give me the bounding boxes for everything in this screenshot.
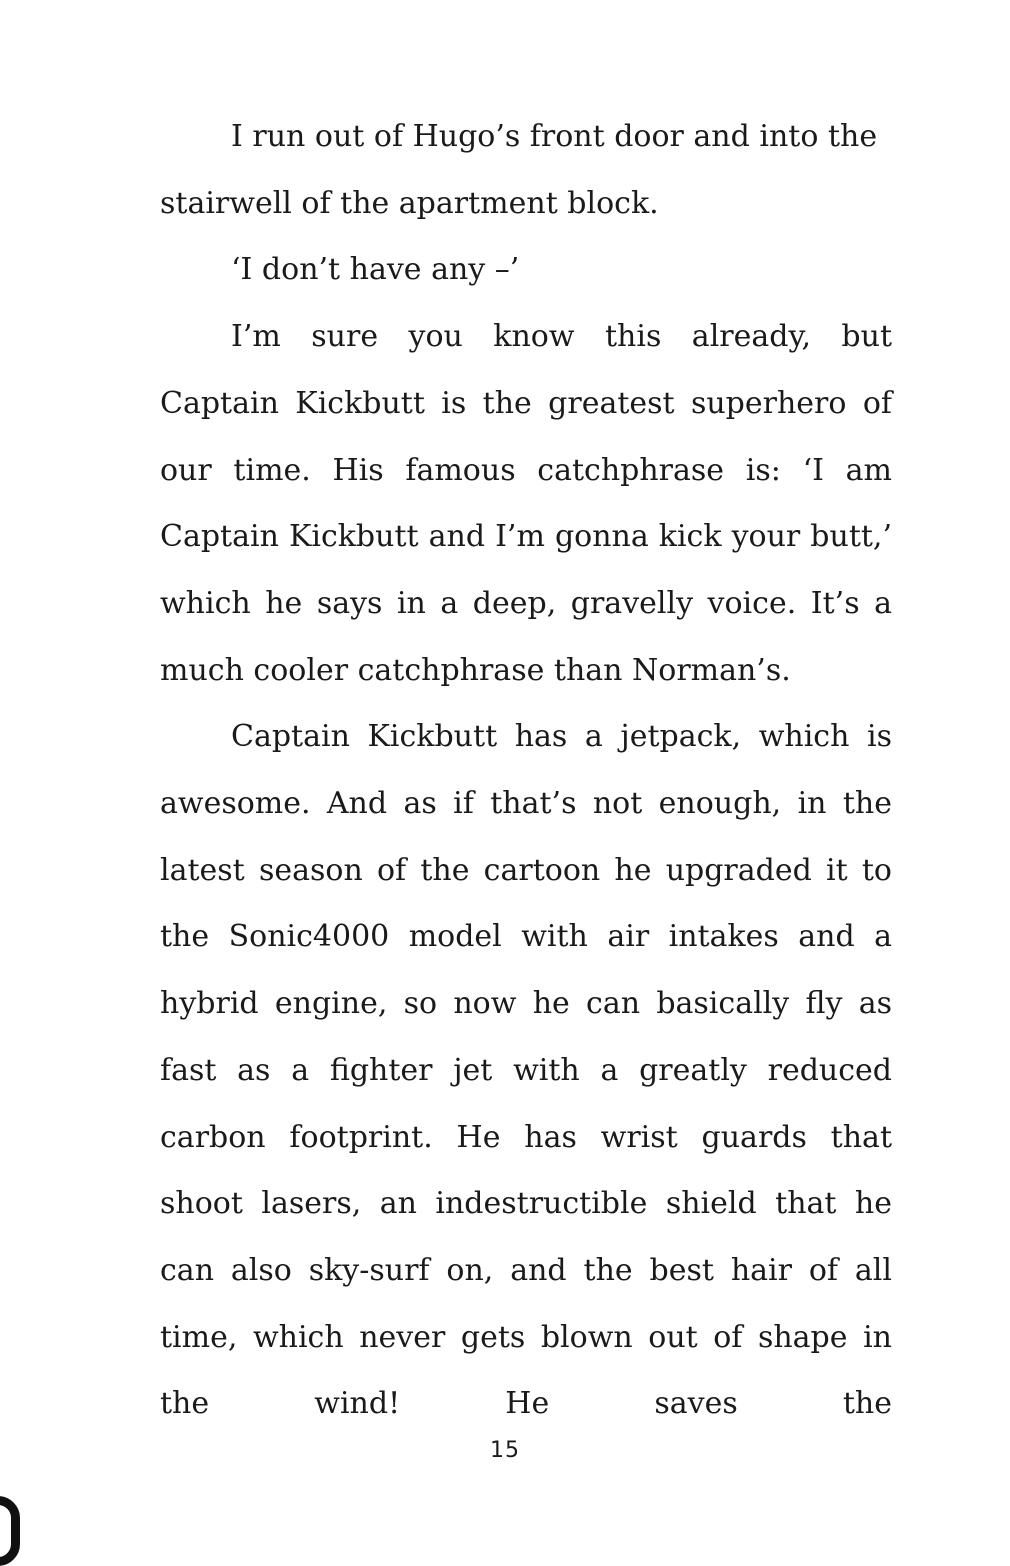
paragraph: I run out of Hugo’s front door and into the stairwell of the apartment block.: [160, 119, 878, 221]
page-number: 15: [490, 1438, 520, 1463]
paragraph: Captain Kickbutt has a jetpack, which is awesome. And as if that’s not enough, in the latest season of the cartoon he upgraded it to the Sonic4000 model with air intakes and a hybrid engine, so now he can basically fly as fast as a fighter jet with a greatly reduced carbon footprint. He has wrist guards that shoot lasers, an indestructible shield that he can also sky-surf on, and the best hair of all time, which never gets blown out of shape in the wind! He saves the: [160, 719, 892, 1422]
edge-mark-decoration: [0, 1496, 20, 1566]
body-text: [160, 104, 892, 1438]
paragraph: I’m sure you know this already, but Captain Kickbutt is the greatest superhero of our time. His famous catchphrase is: ‘I am Captain Kickbutt and I’m gonna kick your butt,’ which he says in a deep, gravelly voice. It’s a much cooler catchphrase than Norman’s.: [160, 319, 892, 688]
paragraph: ‘I don’t have any –’: [231, 252, 520, 288]
